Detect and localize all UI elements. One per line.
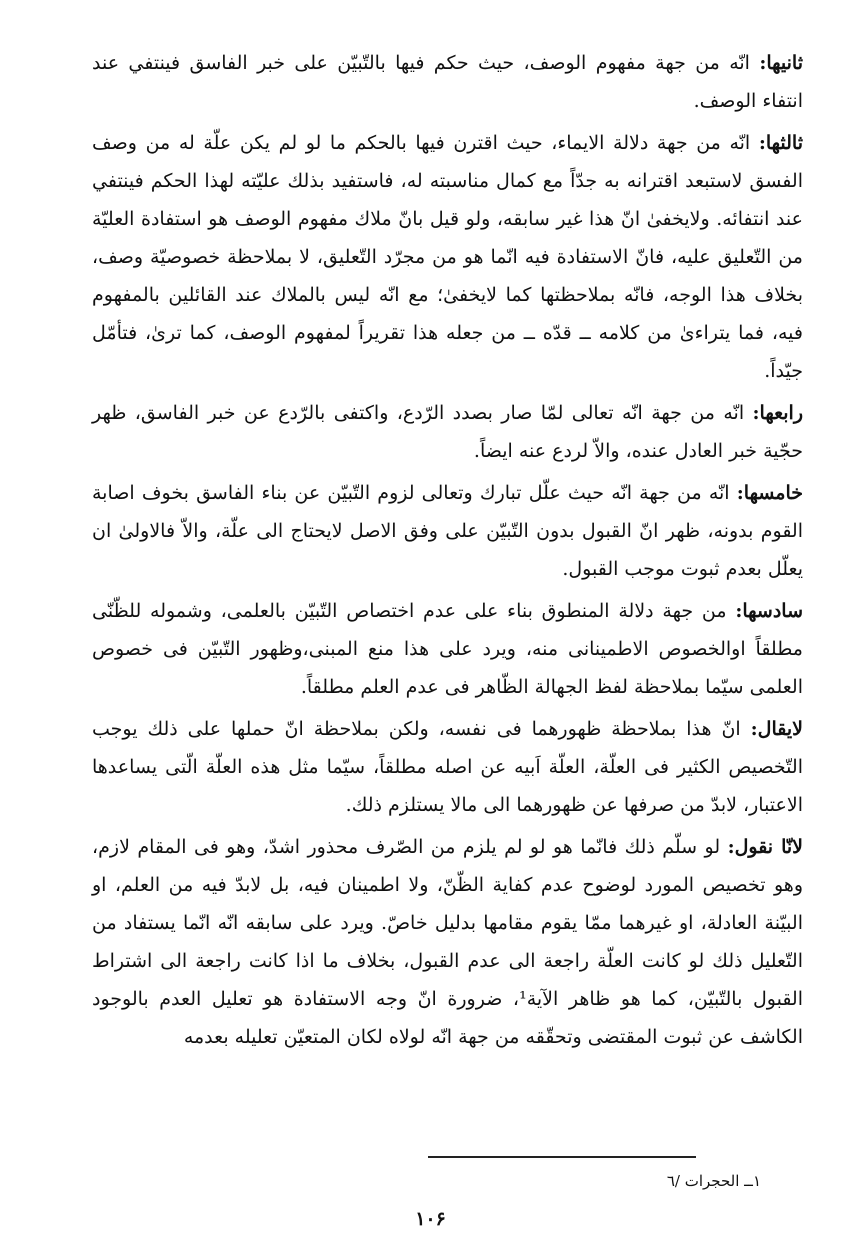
paragraph-lead: ثالثها: <box>758 132 803 154</box>
paragraph-text: من جهة دلالة المنطوق بناء على عدم اختصاص التّبيّن بالعلمى، وشموله للظّنّى مطلقاً اوالخصوص الاطمينانى منه، ويرد على هذا منع المبنى،وظهور التّبيّن فى خصوص العلمى سيّما بملاحظة لفظ الجهالة الظّاهر فى عدم العلم مطلقاً. <box>92 600 803 698</box>
paragraph-text: انّه من جهة مفهوم الوصف، حيث حكم فيها بالتّبيّن على خبر الفاسق فينتفي عند انتفاء الوصف. <box>92 52 803 112</box>
paragraph-lead: خامسها: <box>736 482 803 504</box>
paragraph-text: انّ هذا بملاحظة ظهورهما فى نفسه، ولكن بملاحظة انّ حملها على ذلك يوجب التّخصيص الكثير فى العلّة، العلّة اَبيه عن اصله مطلقاً، سيّما مثل هذه العلّة الّتى يساعدها الاعتبار، لابدّ من صرفها عن ظهورهما الى مالا يستلزم ذلك. <box>92 718 803 816</box>
paragraph-objection <box>92 710 803 824</box>
paragraph-text: انّه من جهة دلالة الايماء، حيث اقترن فيها بالحكم ما لو لم يكن علّة له من وصف الفسق لاستبعد اقترانه به جدّاً مع كمال مناسبته له، فاستفيد بذلك عليّته لهذا الحكم فينتفي عند انتفائه. ولايخفىٰ انّ هذا غير سابقه، ولو قيل بانّ ملاك مفهوم الوصف هو استفادة العليّة من التّعليق عليه، فانّ الاستفادة فيه انّما هو من مجرّد التّعليق، لا بملاحظة خصوصيّة وصف، بخلاف هذا الوجه، فانّه بملاحظتها كما لايخفىٰ؛ مع انّه ليس بالملاك عند القائلين بالمفهوم فيه، فما يتراءىٰ من كلامه ــ قدّه ــ من جعله هذا تقريراً لمفهوم الوصف، كما ترىٰ، فتأمّل جيّداً. <box>92 132 803 382</box>
paragraph-lead: رابعها: <box>752 402 803 424</box>
footnote-divider <box>428 1156 696 1158</box>
paragraph-fourth <box>92 394 803 470</box>
footnote: ١ــ الحجرات /٦ <box>666 1172 761 1190</box>
paragraph-reply <box>92 828 803 1056</box>
paragraph-text: انّه من جهة انّه حيث علّل تبارك وتعالى لزوم التّبيّن عن بناء الفاسق بخوف اصابة القوم بدونه، ظهر انّ القبول بدون التّبيّن على وفق الاصل لايحتاج الى علّة، والاّ فالاولىٰ ان يعلّل بعدم ثبوت موجب القبول. <box>92 482 803 580</box>
paragraph-text: لو سلّم ذلك فانّما هو لو لم يلزم من الصّرف محذور اشدّ، وهو فى المقام لازم، وهو تخصيص المورد لوضوح عدم كفاية الظّنّ، ولا اطمينان فيه، بل لابدّ فيه من العلم، او البيّنة العادلة، او غيرهما ممّا يقوم مقامها بدليل خاصّ. ويرد على سابقه انّه انّما يستفاد من التّعليل ذلك لو كانت العلّة راجعة الى عدم القبول، بخلاف ما اذا كانت راجعة الى اشتراط القبول بالتّبيّن، كما هو ظاهر الآية¹، ضرورة انّ وجه الاستفادة هو تعليل العدم بالوجود الكاشف عن ثبوت المقتضى وتحقّقه من جهة انّه لولاه لكان المتعيّن تعليله بعدمه <box>92 836 803 1048</box>
paragraph-lead: لايقال: <box>750 718 803 740</box>
paragraph-lead: ثانيها: <box>759 52 803 74</box>
paragraph-text: انّه من جهة انّه تعالى لمّا صار بصدد الرّدع، واكتفى بالرّدع عن خبر الفاسق، ظهر حجّية خبر العادل عنده، والاّ لردع عنه ايضاً. <box>92 402 803 462</box>
paragraph-lead: لانّا نقول: <box>727 836 804 858</box>
page-number: ١٠۶ <box>415 1208 446 1230</box>
page-body <box>92 44 803 1060</box>
paragraph-lead: سادسها: <box>735 600 803 622</box>
paragraph-second <box>92 44 803 120</box>
paragraph-fifth <box>92 474 803 588</box>
paragraph-third <box>92 124 803 390</box>
paragraph-sixth <box>92 592 803 706</box>
